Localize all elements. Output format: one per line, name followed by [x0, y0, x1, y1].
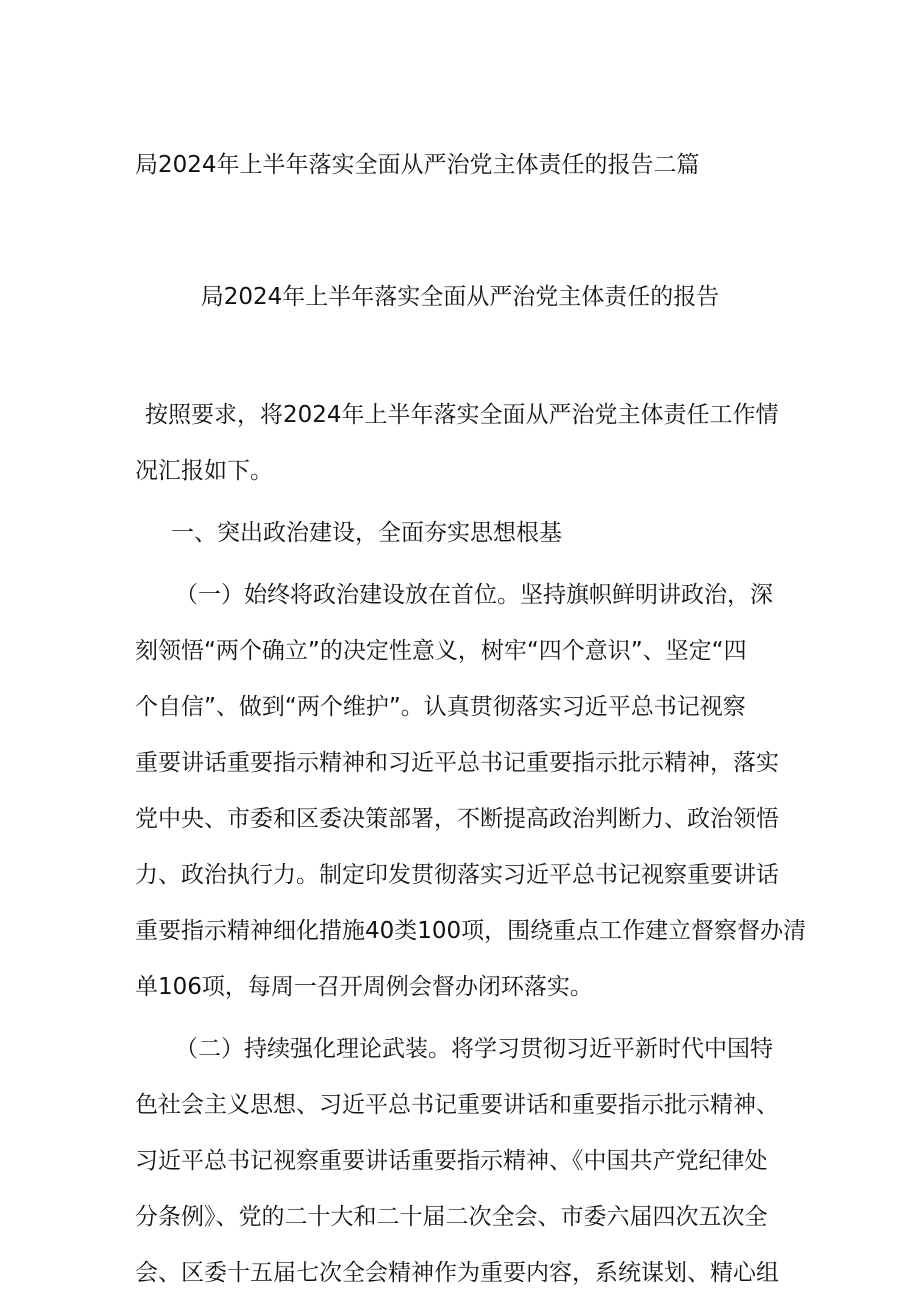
document-body — [135, 398, 807, 1312]
section-heading: 一、突出政治建设，全面夯实思想根基 — [171, 520, 562, 546]
paragraph-line: 习近平总书记视察重要讲话重要指示精神、《中国共产党纪律处 — [135, 1148, 768, 1174]
paragraph-line: 个自信”、做到“两个维护”。认真贯彻落实习近平总书记视察 — [135, 694, 746, 720]
paragraph-line: 重要讲话重要指示精神和习近平总书记重要指示批示精神，落实 — [135, 750, 779, 776]
paragraph-line: 况汇报如下。 — [135, 458, 273, 484]
paragraph-line: 会、区委十五届七次全会精神作为重要内容，系统谋划、精心组 — [135, 1260, 779, 1286]
paragraph-line: 力、政治执行力。制定印发贯彻落实习近平总书记视察重要讲话 — [135, 862, 779, 888]
paragraph-line: 色社会主义思想、习近平总书记重要讲话和重要指示批示精神、 — [135, 1092, 779, 1118]
paragraph-line: 按照要求，将2024年上半年落实全面从严治党主体责任工作情 — [145, 402, 779, 428]
paragraph-line: 党中央、市委和区委决策部署，不断提高政治判断力、政治领悟 — [135, 806, 779, 832]
paragraph-line: （一）始终将政治建设放在首位。坚持旗帜鲜明讲政治，深 — [175, 582, 773, 608]
paragraph-line: （二）持续强化理论武装。将学习贯彻习近平新时代中国特 — [175, 1036, 773, 1062]
paragraph-line: 重要指示精神细化措施40类100项，围绕重点工作建立督察督办清 — [135, 918, 807, 944]
paragraph-line: 分条例》、党的二十大和二十届二次全会、市委六届四次五次全 — [135, 1204, 768, 1230]
paragraph-line: 单106项，每周一召开周例会督办闭环落实。 — [135, 974, 593, 1000]
report-title: 局2024年上半年落实全面从严治党主体责任的报告 — [200, 284, 720, 310]
document-title: 局2024年上半年落实全面从严治党主体责任的报告二篇 — [135, 152, 700, 178]
paragraph-line: 刻领悟“两个确立”的决定性意义，树牢“四个意识”、坚定“四 — [135, 638, 747, 664]
